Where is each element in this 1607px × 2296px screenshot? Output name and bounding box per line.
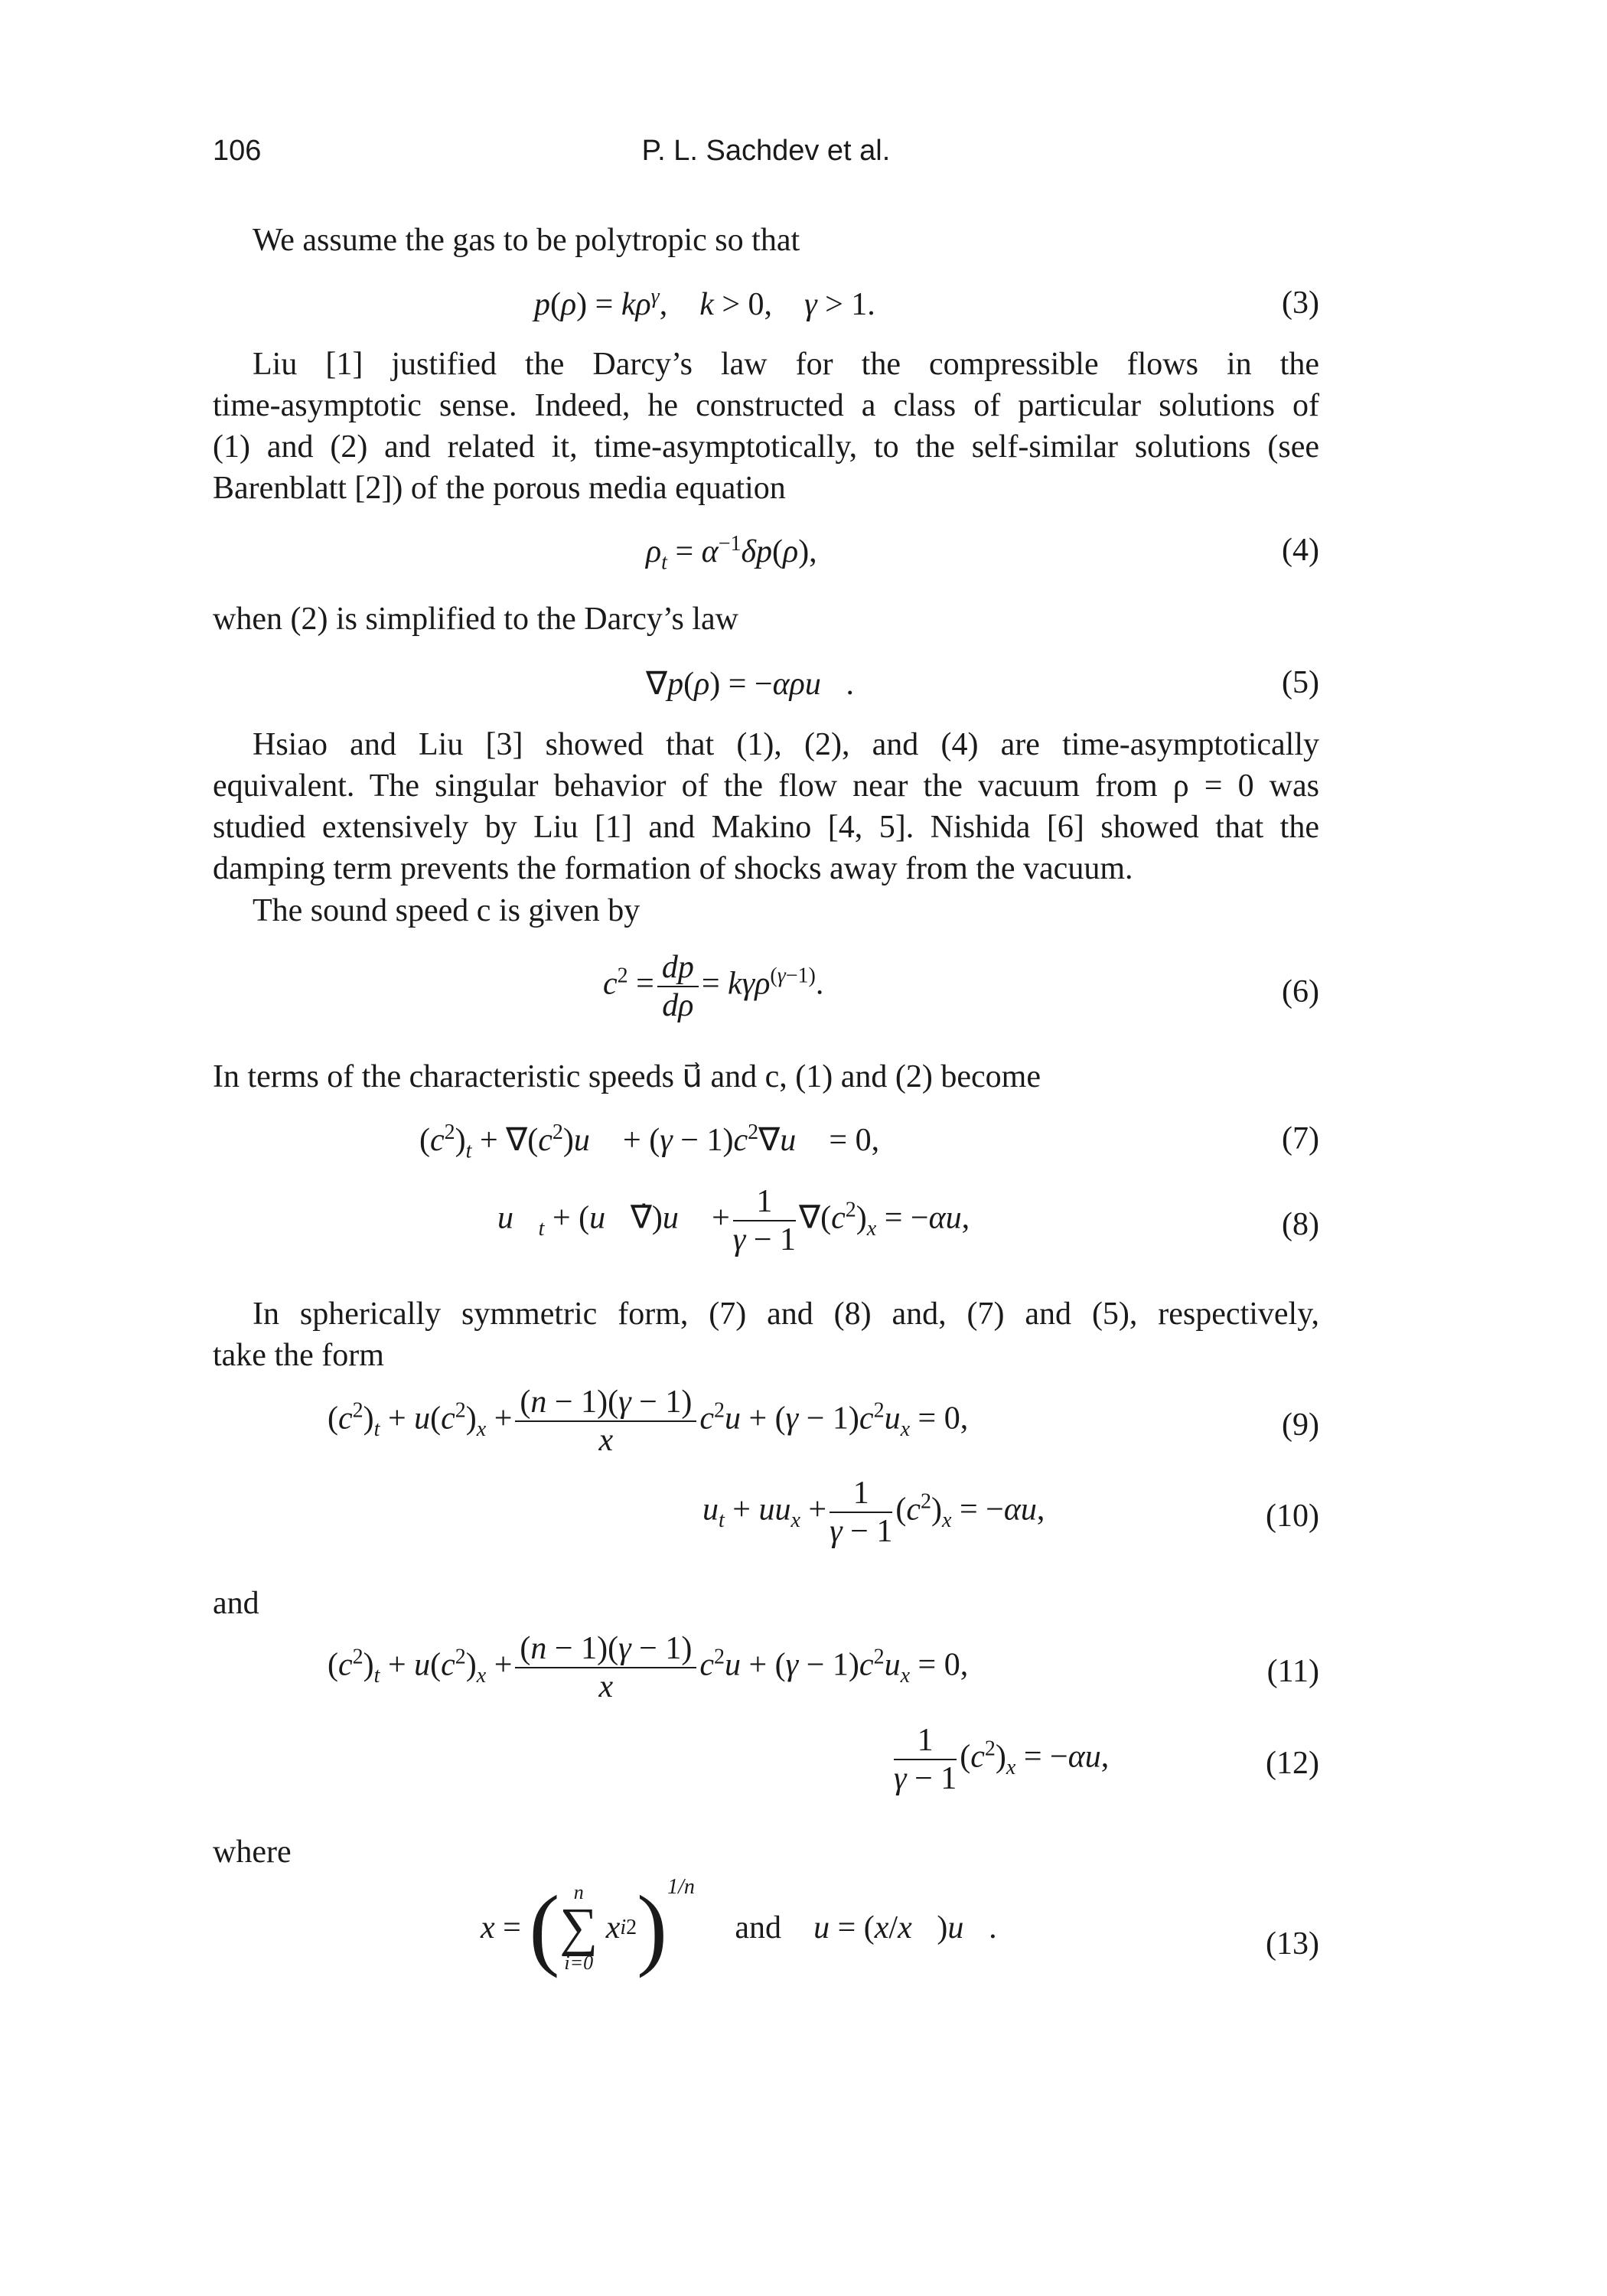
equation-body: $\frac{1}{\gamma - 1}$ $(c^2)_x = -\alpha u$, bbox=[894, 1723, 1110, 1796]
equation-body: ∇p(ρ) = −αρu⃗. bbox=[646, 667, 855, 702]
paragraph-7 bbox=[213, 1293, 1319, 1376]
equation-8 bbox=[213, 1183, 1319, 1267]
equation-number: (5) bbox=[1282, 665, 1319, 700]
equation-body: $c^2$ = $\frac{dp}{d\rho}$ = kγρ$^{(\gamma-1)}$. bbox=[603, 950, 824, 1023]
text-line: Hsiao and Liu [3] showed that (1), (2), and (4) are time-asymptotically bbox=[253, 727, 1319, 762]
paragraph-5 bbox=[213, 890, 1319, 931]
equation-number: (3) bbox=[1282, 285, 1319, 321]
equation-body: $(c^2)_t$ + $\nabla(c^2)u⃗ + (\gamma$ − $1)c^2\nabla u⃗ = 0$, bbox=[419, 1120, 880, 1163]
paragraph-2 bbox=[213, 344, 1319, 509]
running-title: P. L. Sachdev et al. bbox=[641, 135, 891, 167]
text-line: take the form bbox=[213, 1338, 384, 1373]
text-line: (1) and (2) and related it, time-asymptotically, to the self-similar solutions (see bbox=[213, 429, 1319, 465]
text-line: studied extensively by Liu [1] and Makino [4, 5]. Nishida [6] showed that the bbox=[213, 810, 1319, 845]
equation-number: (7) bbox=[1282, 1121, 1319, 1156]
paragraph-8 bbox=[213, 1583, 1319, 1624]
equation-body: $u⃗_t$ + (u⃗∇̇)u⃗ + $\frac{1}{\gamma - 1}$ $\nabla(c^2)_x = -\alpha u$, bbox=[497, 1184, 970, 1257]
text-line: equivalent. The singular behavior of the flow near the vacuum from ρ = 0 was bbox=[213, 768, 1319, 804]
text-line: In terms of the characteristic speeds u⃗ and c, (1) and (2) become bbox=[213, 1059, 1041, 1094]
paragraph-3 bbox=[213, 598, 1319, 640]
page-number: 106 bbox=[213, 135, 262, 167]
equation-11 bbox=[213, 1630, 1319, 1714]
equation-body: $(c^2)_t + u(c^2)_x$ + $\frac{(n - 1)(\gamma - 1)}{x}$ $c^2u + (\gamma - 1)c^2u_x = 0$, bbox=[328, 1631, 969, 1704]
paragraph-9 bbox=[213, 1831, 1319, 1873]
equation-body: $\rho_t = \alpha^{-1}\delta p(\rho)$, bbox=[646, 532, 817, 575]
equation-number: (8) bbox=[1282, 1207, 1319, 1242]
equation-9 bbox=[213, 1384, 1319, 1468]
text-line: The sound speed c is given by bbox=[253, 893, 641, 928]
text-line: Barenblatt [2]) of the porous media equation bbox=[213, 471, 786, 506]
equation-number: (6) bbox=[1282, 974, 1319, 1009]
equation-6 bbox=[213, 949, 1319, 1033]
equation-4 bbox=[213, 532, 1319, 578]
paragraph-6 bbox=[213, 1056, 1319, 1097]
equation-13 bbox=[213, 1875, 1319, 2013]
equation-number: (12) bbox=[1266, 1746, 1319, 1781]
equation-body: $u_t + uu_x$ + $\frac{1}{\gamma - 1}$ $(c^2)_x = -\alpha u$, bbox=[702, 1476, 1045, 1549]
equation-number: (11) bbox=[1266, 1654, 1319, 1689]
text-line: and bbox=[213, 1586, 259, 1621]
equation-body: $p(\rho) = k\rho^\gamma$, k > 0, γ > 1. bbox=[534, 285, 875, 322]
paragraph-4 bbox=[213, 724, 1319, 889]
equation-10 bbox=[213, 1475, 1319, 1559]
equation-body: $(c^2)_t + u(c^2)_x$ + $\frac{(n - 1)(\gamma - 1)}{x}$ $c^2u + (\gamma - 1)c^2u_x = 0$, bbox=[328, 1384, 969, 1458]
equation-5 bbox=[213, 664, 1319, 710]
text-line: damping term prevents the formation of shocks away from the vacuum. bbox=[213, 851, 1133, 886]
paragraph-1 bbox=[213, 220, 1319, 261]
equation-12 bbox=[213, 1722, 1319, 1806]
equation-number: (10) bbox=[1266, 1499, 1319, 1534]
equation-number: (9) bbox=[1282, 1407, 1319, 1443]
text-line: time-asymptotic sense. Indeed, he constructed a class of particular solutions of bbox=[213, 388, 1319, 423]
text-line: Liu [1] justified the Darcy’s law for the compressible flows in the bbox=[253, 347, 1319, 382]
equation-3 bbox=[213, 285, 1319, 331]
page-header bbox=[213, 135, 1319, 173]
equation-number: (13) bbox=[1266, 1926, 1319, 1962]
equation-connector: and bbox=[735, 1910, 782, 1945]
text-line: We assume the gas to be polytropic so that bbox=[253, 223, 800, 258]
equation-7 bbox=[213, 1120, 1319, 1166]
text-line: when (2) is simplified to the Darcy’s law bbox=[213, 602, 739, 637]
equation-number: (4) bbox=[1282, 533, 1319, 568]
text-line: In spherically symmetric form, (7) and (8) and, (7) and (5), respectively, bbox=[253, 1296, 1319, 1332]
text-line: where bbox=[213, 1835, 292, 1870]
equation-body: x = ( n ∑ i=0 xi2)$^{1/n}$ and u = (x/x⃗)u⃗. bbox=[481, 1875, 997, 1978]
